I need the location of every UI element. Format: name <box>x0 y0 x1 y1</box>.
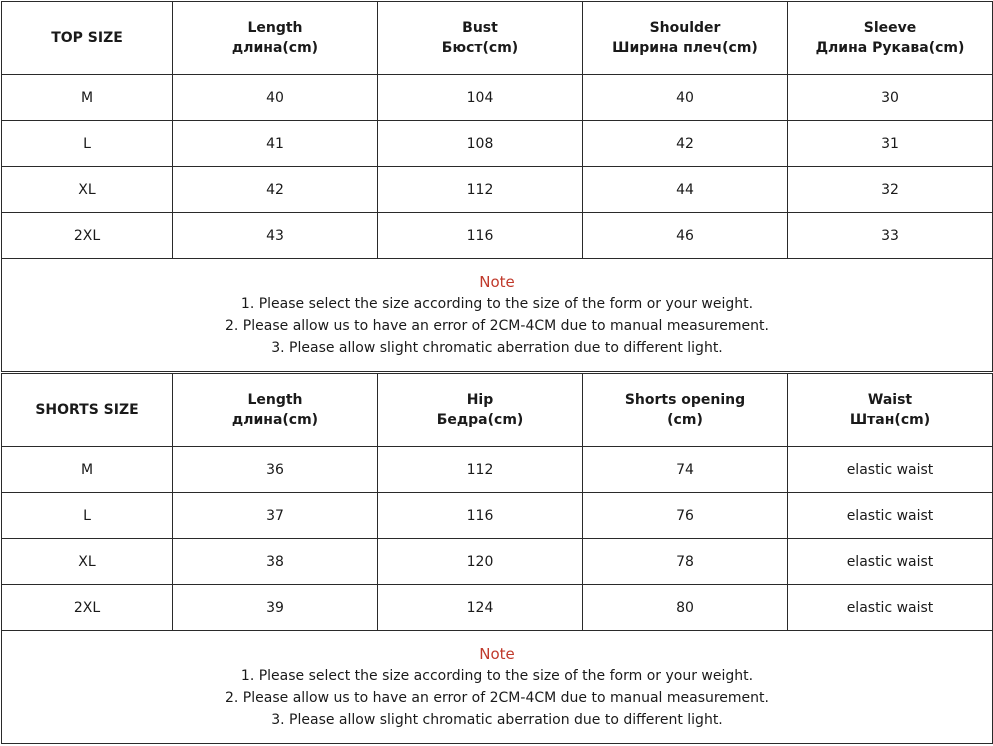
value-cell: 120 <box>378 539 583 585</box>
shorts-header-opening <box>583 374 788 447</box>
size-cell: XL <box>2 539 173 585</box>
size-cell: M <box>2 75 173 121</box>
value-cell: 80 <box>583 585 788 631</box>
value-cell: 40 <box>173 75 378 121</box>
header-line1: Length <box>247 20 303 36</box>
size-cell: 2XL <box>2 585 173 631</box>
top-header-length <box>173 2 378 75</box>
table-row <box>2 213 993 259</box>
header-line2: Бюст(cm) <box>441 40 519 56</box>
note-line: 1. Please select the size according to the size of the form or your weight. <box>240 296 754 312</box>
header-line1: Hip <box>466 392 494 408</box>
shorts-size-label-text: SHORTS SIZE <box>35 402 139 418</box>
header-line2: Ширина плеч(cm) <box>612 40 758 56</box>
table-row <box>2 585 993 631</box>
header-line1: Sleeve <box>863 20 917 36</box>
value-cell: elastic waist <box>788 585 993 631</box>
value-cell: 108 <box>378 121 583 167</box>
header-line2: (cm) <box>667 412 703 428</box>
value-cell: 36 <box>173 447 378 493</box>
shorts-header-row <box>2 374 993 447</box>
value-cell: 42 <box>583 121 788 167</box>
value-cell: 124 <box>378 585 583 631</box>
shorts-note <box>2 631 993 744</box>
note-title: Note <box>479 273 515 291</box>
table-row <box>2 167 993 213</box>
value-cell: 116 <box>378 213 583 259</box>
value-cell: 31 <box>788 121 993 167</box>
note-title: Note <box>479 645 515 663</box>
header-line2: длина(cm) <box>231 412 319 428</box>
value-cell: 76 <box>583 493 788 539</box>
header-line2: длина(cm) <box>231 40 319 56</box>
shorts-header-length <box>173 374 378 447</box>
table-row <box>2 75 993 121</box>
value-cell: 112 <box>378 167 583 213</box>
value-cell: 39 <box>173 585 378 631</box>
note-line: 2. Please allow us to have an error of 2CM-4CM due to manual measurement. <box>225 690 769 706</box>
header-line1: Length <box>247 392 303 408</box>
header-line2: Штан(cm) <box>849 412 931 428</box>
value-cell: 78 <box>583 539 788 585</box>
value-cell: elastic waist <box>788 493 993 539</box>
size-cell: XL <box>2 167 173 213</box>
value-cell: 37 <box>173 493 378 539</box>
value-cell: 43 <box>173 213 378 259</box>
top-note <box>2 259 993 372</box>
top-size-label <box>2 2 173 75</box>
value-cell: 32 <box>788 167 993 213</box>
table-row <box>2 539 993 585</box>
header-line1: Shorts opening <box>624 392 746 408</box>
shorts-size-label <box>2 374 173 447</box>
value-cell: elastic waist <box>788 539 993 585</box>
header-line2: Бедра(cm) <box>436 412 524 428</box>
top-header-sleeve <box>788 2 993 75</box>
value-cell: 44 <box>583 167 788 213</box>
shorts-header-hip <box>378 374 583 447</box>
top-header-row <box>2 2 993 75</box>
table-row <box>2 121 993 167</box>
header-line2: Длина Рукава(cm) <box>815 40 965 56</box>
value-cell: 112 <box>378 447 583 493</box>
size-cell: L <box>2 121 173 167</box>
size-cell: L <box>2 493 173 539</box>
value-cell: 74 <box>583 447 788 493</box>
size-cell: M <box>2 447 173 493</box>
header-line1: Bust <box>462 20 498 36</box>
note-line: 1. Please select the size according to the size of the form or your weight. <box>240 668 754 684</box>
note-line: 2. Please allow us to have an error of 2CM-4CM due to manual measurement. <box>225 318 769 334</box>
shorts-size-table <box>1 373 993 744</box>
table-row <box>2 447 993 493</box>
table-row <box>2 493 993 539</box>
top-size-table <box>1 1 993 372</box>
top-size-label-text: TOP SIZE <box>51 30 123 46</box>
value-cell: 38 <box>173 539 378 585</box>
value-cell: 46 <box>583 213 788 259</box>
shorts-note-row <box>2 631 993 744</box>
value-cell: 30 <box>788 75 993 121</box>
top-header-bust <box>378 2 583 75</box>
value-cell: elastic waist <box>788 447 993 493</box>
header-line1: Shoulder <box>649 20 721 36</box>
shorts-header-waist <box>788 374 993 447</box>
top-header-shoulder <box>583 2 788 75</box>
top-note-row <box>2 259 993 372</box>
value-cell: 116 <box>378 493 583 539</box>
value-cell: 104 <box>378 75 583 121</box>
header-line1: Waist <box>867 392 913 408</box>
size-cell: 2XL <box>2 213 173 259</box>
note-line: 3. Please allow slight chromatic aberration due to different light. <box>271 340 723 356</box>
note-line: 3. Please allow slight chromatic aberration due to different light. <box>271 712 723 728</box>
value-cell: 33 <box>788 213 993 259</box>
value-cell: 42 <box>173 167 378 213</box>
value-cell: 41 <box>173 121 378 167</box>
value-cell: 40 <box>583 75 788 121</box>
